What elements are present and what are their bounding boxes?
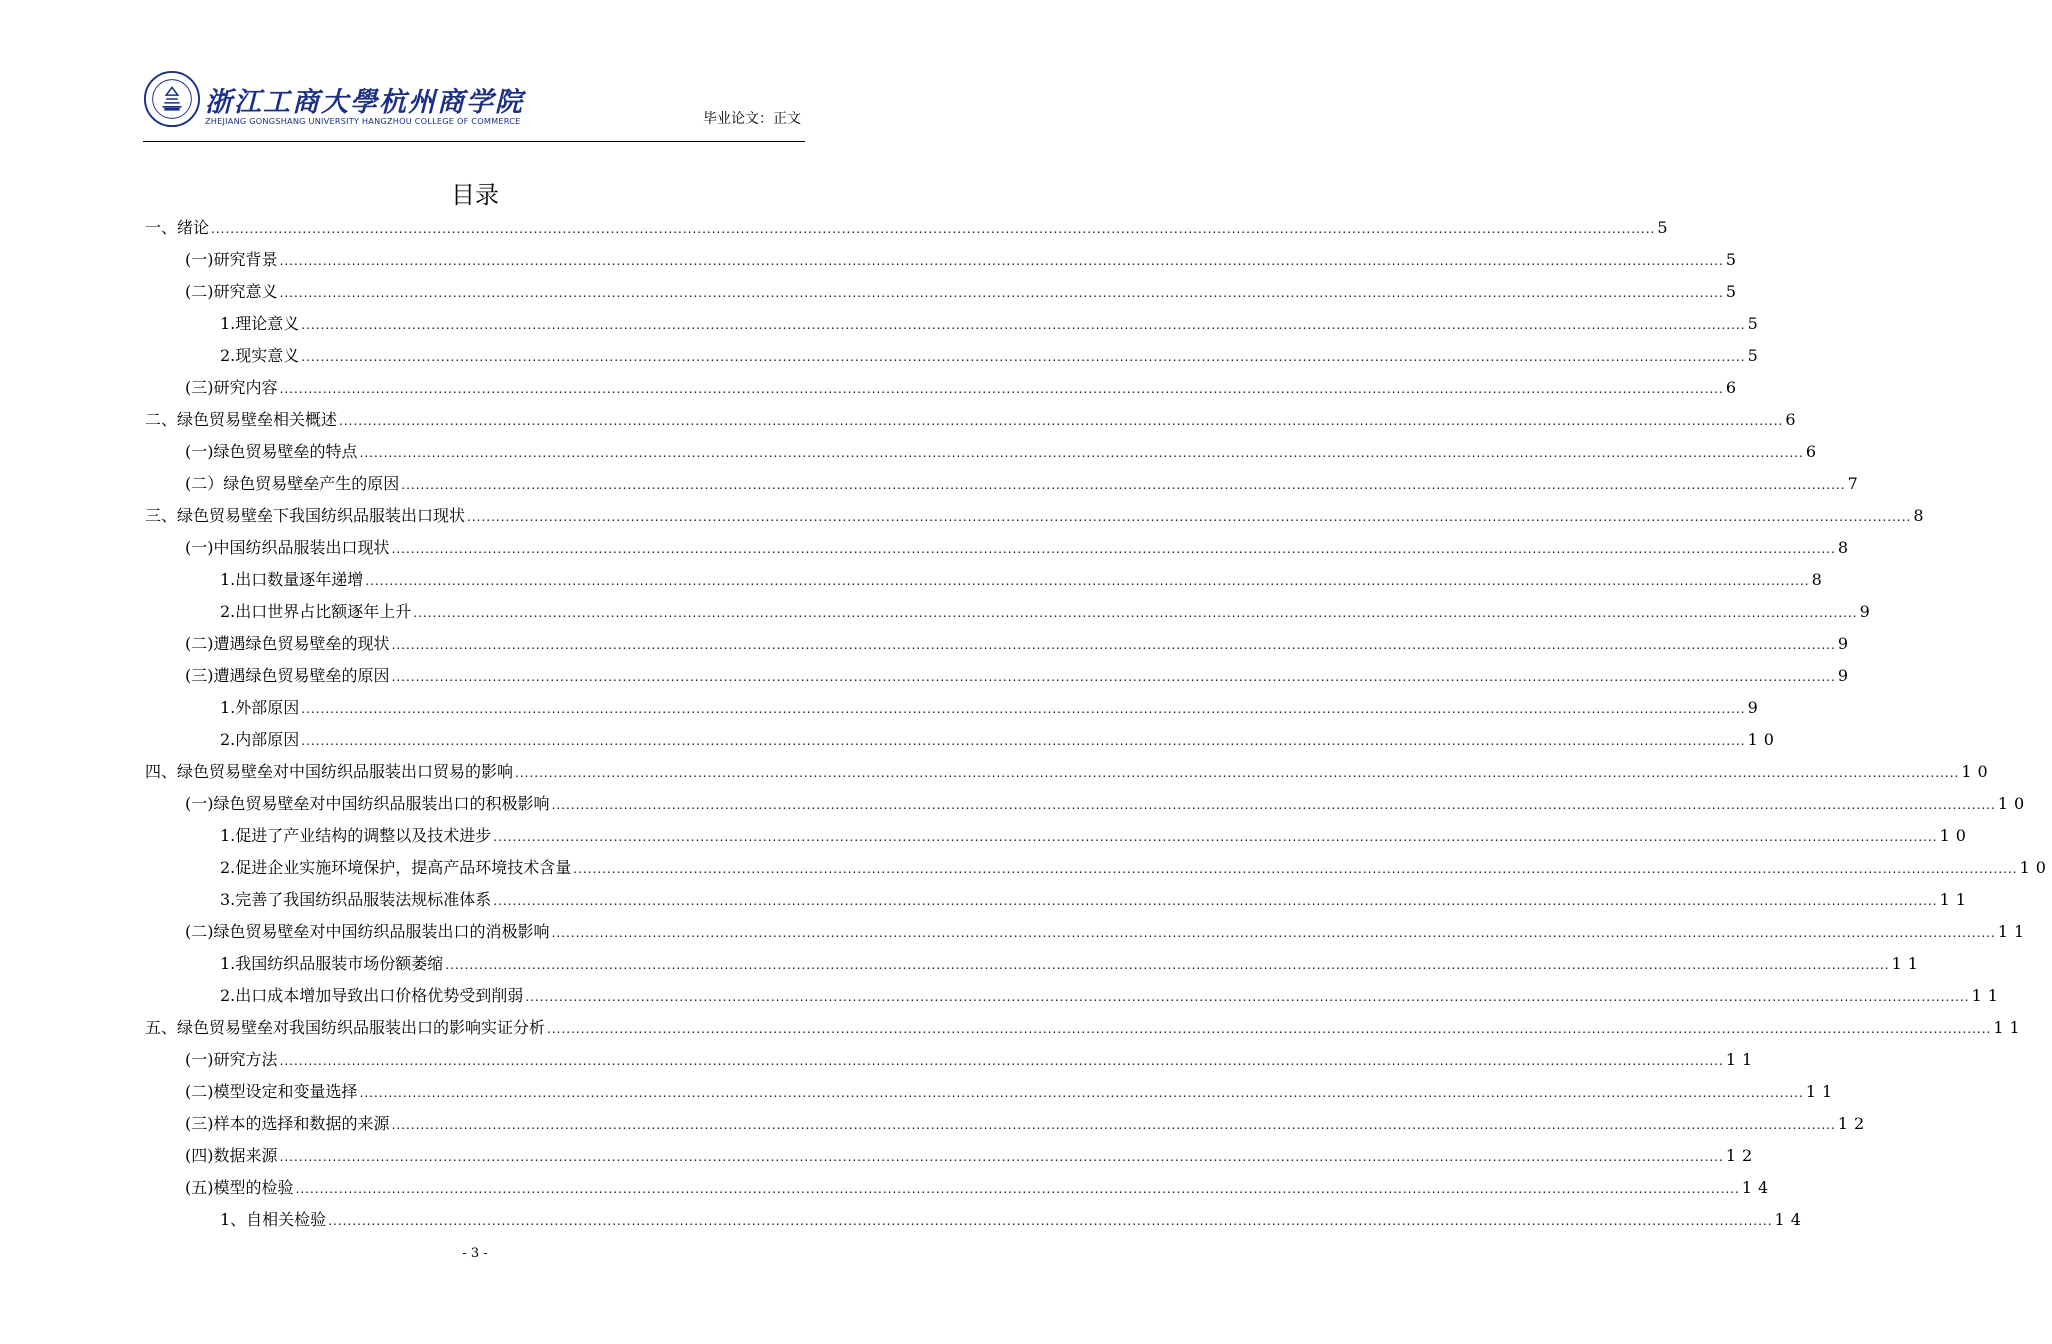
toc-entry-page: 11 <box>1993 1018 2026 1037</box>
toc-leader-dots: ............................................................................................................................................................................................................................................................................................................ <box>279 382 1724 396</box>
toc-entry[interactable] <box>185 530 1855 558</box>
toc-entry[interactable] <box>185 434 1823 462</box>
toc-entry[interactable] <box>185 1106 1871 1134</box>
page-number: - 3 - <box>462 1246 488 1261</box>
toc-leader-dots: ............................................................................................................................................................................................................................................................................................................ <box>391 638 1836 652</box>
toc-entry-page: 10 <box>1939 826 1972 845</box>
toc-leader-dots: ............................................................................................................................................................................................................................................................................................................ <box>413 606 1858 620</box>
toc-leader-dots: ............................................................................................................................................................................................................................................................................................................ <box>301 702 1746 716</box>
toc-entry-title: 3.完善了我国纺织品服装法规标准体系 <box>220 890 492 909</box>
toc-entry-title: 1.理论意义 <box>220 314 300 333</box>
toc-entry-title: 1.促进了产业结构的调整以及技术进步 <box>220 826 492 845</box>
toc-leader-dots: ............................................................................................................................................................................................................................................................................................................ <box>401 478 1846 492</box>
toc-entry[interactable] <box>220 1202 1807 1230</box>
toc-leader-dots: ............................................................................................................................................................................................................................................................................................................ <box>493 894 1938 908</box>
header-divider <box>143 141 805 142</box>
toc-entry-page: 9 <box>1837 634 1855 653</box>
toc-leader-dots: ............................................................................................................................................................................................................................................................................................................ <box>301 350 1746 364</box>
toc-leader-dots: ............................................................................................................................................................................................................................................................................................................ <box>328 1214 1773 1228</box>
toc-leader-dots: ............................................................................................................................................................................................................................................................................................................ <box>445 958 1890 972</box>
toc-entry-page: 9 <box>1837 666 1855 685</box>
toc-entry[interactable] <box>220 882 1972 910</box>
toc-entry[interactable] <box>185 626 1855 654</box>
toc-entry-page: 6 <box>1725 378 1743 397</box>
toc-entry-page: 10 <box>2019 858 2052 877</box>
toc-entry-page: 8 <box>1811 570 1828 589</box>
toc-entry-title: (一)中国纺织品服装出口现状 <box>185 538 390 557</box>
toc-entry[interactable] <box>185 466 1864 494</box>
toc-leader-dots: ............................................................................................................................................................................................................................................................................................................ <box>211 222 1656 236</box>
toc-entry-page: 12 <box>1725 1146 1759 1165</box>
toc-leader-dots: ............................................................................................................................................................................................................................................................................................................ <box>551 798 1996 812</box>
toc-entry-page: 5 <box>1747 314 1764 333</box>
toc-entry-page: 10 <box>1747 730 1780 749</box>
toc-leader-dots: ............................................................................................................................................................................................................................................................................................................ <box>573 862 2018 876</box>
toc-entry-title: (一)绿色贸易壁垒的特点 <box>185 442 358 461</box>
toc-entry[interactable] <box>145 402 1802 430</box>
toc-entry-title: (二)绿色贸易壁垒对中国纺织品服装出口的消极影响 <box>185 922 550 941</box>
toc-leader-dots: ............................................................................................................................................................................................................................................................................................................ <box>301 734 1746 748</box>
university-name-cn: 浙江工商大學杭州商学院 <box>205 87 524 118</box>
toc-entry-page: 11 <box>1997 922 2031 941</box>
toc-entry-title: 1.外部原因 <box>220 698 300 717</box>
toc-entry-page: 9 <box>1747 698 1764 717</box>
header-section-label: 毕业论文：正文 <box>703 111 801 127</box>
toc-entry[interactable] <box>145 210 1674 238</box>
toc-leader-dots: ............................................................................................................................................................................................................................................................................................................ <box>339 414 1784 428</box>
page-title: 目录 <box>451 181 499 209</box>
toc-entry-title: (四)数据来源 <box>185 1146 278 1165</box>
toc-entry[interactable] <box>145 498 1930 526</box>
toc-leader-dots: ............................................................................................................................................................................................................................................................................................................ <box>359 446 1804 460</box>
toc-entry-title: 2.出口世界占比额逐年上升 <box>220 602 412 621</box>
toc-entry[interactable] <box>185 242 1743 270</box>
toc-entry[interactable] <box>220 562 1828 590</box>
toc-entry-title: 2.内部原因 <box>220 730 300 749</box>
toc-entry[interactable] <box>145 754 1994 782</box>
toc-entry-title: (五)模型的检验 <box>185 1178 294 1197</box>
toc-leader-dots: ............................................................................................................................................................................................................................................................................................................ <box>391 542 1836 556</box>
toc-entry-title: 二、绿色贸易壁垒相关概述 <box>145 410 338 429</box>
toc-entry-page: 11 <box>1891 954 1924 973</box>
toc-entry-title: (二)遭遇绿色贸易壁垒的现状 <box>185 634 390 653</box>
toc-entry-title: 四、绿色贸易壁垒对中国纺织品服装出口贸易的影响 <box>145 762 514 781</box>
toc-entry-title: 2.现实意义 <box>220 346 300 365</box>
toc-entry-title: 三、绿色贸易壁垒下我国纺织品服装出口现状 <box>145 506 466 525</box>
toc-leader-dots: ............................................................................................................................................................................................................................................................................................................ <box>301 318 1746 332</box>
toc-leader-dots: ............................................................................................................................................................................................................................................................................................................ <box>279 1150 1724 1164</box>
toc-entry[interactable] <box>185 1074 1839 1102</box>
toc-entry-title: (一)绿色贸易壁垒对中国纺织品服装出口的积极影响 <box>185 794 550 813</box>
toc-entry-page: 6 <box>1805 442 1823 461</box>
toc-entry-page: 8 <box>1837 538 1855 557</box>
toc-entry-page: 11 <box>1939 890 1972 909</box>
toc-entry-title: (一)研究方法 <box>185 1050 278 1069</box>
toc-entry-title: 1.出口数量逐年递增 <box>220 570 364 589</box>
toc-leader-dots: ............................................................................................................................................................................................................................................................................................................ <box>525 990 1970 1004</box>
toc-entry-page: 10 <box>1997 794 2031 813</box>
toc-leader-dots: ............................................................................................................................................................................................................................................................................................................ <box>467 510 1912 524</box>
toc-entry-title: 2.出口成本增加导致出口价格优势受到削弱 <box>220 986 524 1005</box>
toc-entry-title: 1、自相关检验 <box>220 1210 327 1229</box>
toc-leader-dots: ............................................................................................................................................................................................................................................................................................................ <box>493 830 1938 844</box>
toc-entry[interactable] <box>145 1010 2026 1038</box>
toc-entry[interactable] <box>185 914 2031 942</box>
toc-entry-page: 6 <box>1785 410 1802 429</box>
toc-leader-dots: ............................................................................................................................................................................................................................................................................................................ <box>551 926 1996 940</box>
toc-leader-dots: ............................................................................................................................................................................................................................................................................................................ <box>295 1182 1740 1196</box>
toc-entry[interactable] <box>220 818 1972 846</box>
toc-entry-title: (二)研究意义 <box>185 282 278 301</box>
toc-entry[interactable] <box>220 850 2052 878</box>
toc-entry[interactable] <box>185 1042 1759 1070</box>
toc-entry-title: 2.促进企业实施环境保护，提高产品环境技术含量 <box>220 858 572 877</box>
toc-entry-page: 12 <box>1837 1114 1871 1133</box>
toc-entry-page: 5 <box>1725 250 1743 269</box>
toc-entry[interactable] <box>185 658 1855 686</box>
toc-leader-dots: ............................................................................................................................................................................................................................................................................................................ <box>365 574 1810 588</box>
toc-entry[interactable] <box>185 1170 1775 1198</box>
toc-entry[interactable] <box>185 370 1743 398</box>
toc-entry-page: 11 <box>1725 1050 1759 1069</box>
toc-leader-dots: ............................................................................................................................................................................................................................................................................................................ <box>547 1022 1992 1036</box>
toc-entry-title: 1.我国纺织品服装市场份额萎缩 <box>220 954 444 973</box>
toc-leader-dots: ............................................................................................................................................................................................................................................................................................................ <box>279 286 1724 300</box>
toc-entry-page: 11 <box>1805 1082 1839 1101</box>
toc-entry-title: 五、绿色贸易壁垒对我国纺织品服装出口的影响实证分析 <box>145 1018 546 1037</box>
toc-entry-page: 8 <box>1913 506 1930 525</box>
toc-entry[interactable] <box>220 946 1924 974</box>
toc-leader-dots: ............................................................................................................................................................................................................................................................................................................ <box>391 670 1836 684</box>
toc-entry[interactable] <box>185 1138 1759 1166</box>
toc-entry[interactable] <box>220 594 1876 622</box>
toc-entry-title: (三)研究内容 <box>185 378 278 397</box>
toc-leader-dots: ............................................................................................................................................................................................................................................................................................................ <box>515 766 1960 780</box>
toc-entry-title: (三)遭遇绿色贸易壁垒的原因 <box>185 666 390 685</box>
toc-entry-page: 7 <box>1847 474 1864 493</box>
toc-leader-dots: ............................................................................................................................................................................................................................................................................................................ <box>391 1118 1836 1132</box>
toc-entry[interactable] <box>220 722 1780 750</box>
toc-entry-page: 5 <box>1657 218 1674 237</box>
toc-entry-page: 14 <box>1774 1210 1807 1229</box>
toc-entry[interactable] <box>220 338 1764 366</box>
toc-leader-dots: ............................................................................................................................................................................................................................................................................................................ <box>279 1054 1724 1068</box>
toc-leader-dots: ............................................................................................................................................................................................................................................................................................................ <box>359 1086 1804 1100</box>
university-name-en: ZHEJIANG GONGSHANG UNIVERSITY HANGZHOU COLLEGE OF COMMERCE <box>205 116 521 126</box>
toc-entry[interactable] <box>220 690 1764 718</box>
toc-entry-title: 一、绪论 <box>145 218 210 237</box>
toc-entry-page: 11 <box>1971 986 2004 1005</box>
toc-entry-title: (二)模型设定和变量选择 <box>185 1082 358 1101</box>
toc-entry-page: 5 <box>1747 346 1764 365</box>
toc-entry[interactable] <box>185 786 2031 814</box>
toc-entry-title: (三)样本的选择和数据的来源 <box>185 1114 390 1133</box>
toc-entry-page: 9 <box>1859 602 1876 621</box>
toc-entry[interactable] <box>185 274 1743 302</box>
page-header <box>143 64 805 144</box>
toc-entry[interactable] <box>220 306 1764 334</box>
toc-leader-dots: ............................................................................................................................................................................................................................................................................................................ <box>279 254 1724 268</box>
toc-entry-page: 5 <box>1725 282 1743 301</box>
toc-entry[interactable] <box>220 978 2004 1006</box>
toc-entry-title: (一)研究背景 <box>185 250 278 269</box>
toc-entry-title: (二）绿色贸易壁垒产生的原因 <box>185 474 400 493</box>
university-seal-icon <box>143 70 201 128</box>
toc-entry-page: 14 <box>1741 1178 1775 1197</box>
toc-entry-page: 10 <box>1961 762 1994 781</box>
